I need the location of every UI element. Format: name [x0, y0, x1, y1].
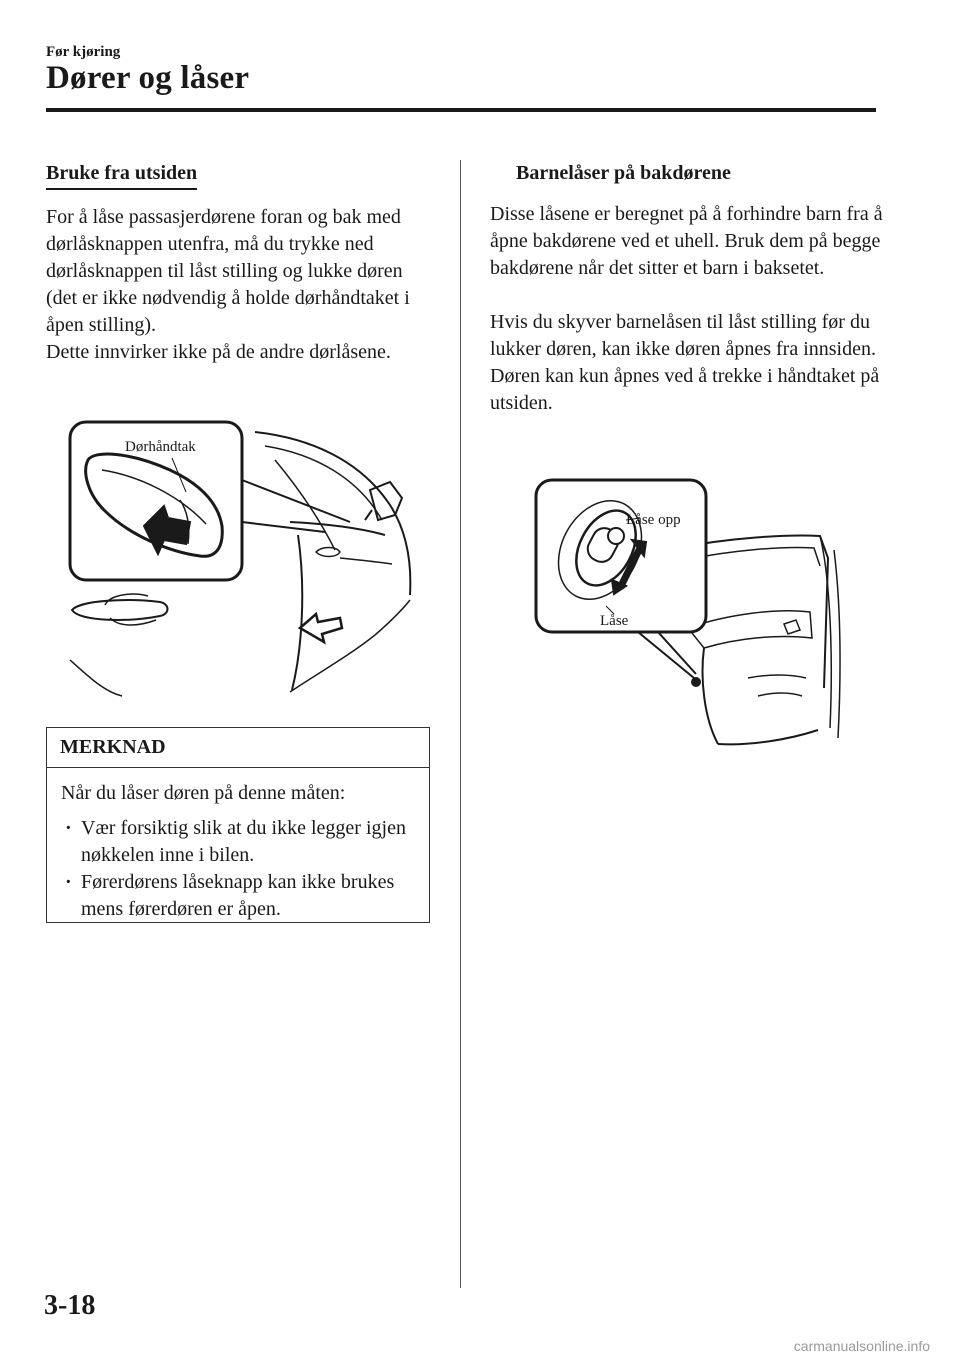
child-lock-illustration	[528, 478, 848, 758]
door-handle-illustration	[60, 410, 420, 705]
note-bullet-list	[61, 815, 419, 923]
child-lock-text-2: Hvis du skyver barnelåsen til låst stilling før du lukker døren, kan ikke døren åpnes fra innsiden. Døren kan kun åpnes ved å trekke i håndtaket på utsiden.	[490, 311, 880, 414]
column-divider	[460, 160, 461, 1288]
outside-operation-text-2: Dette innvirker ikke på de andre dørlåsene.	[46, 341, 391, 363]
note-bullet: · Vær forsiktig slik at du ikke legger igjen nøkkelen inne i bilen.	[61, 815, 419, 869]
left-column	[46, 162, 436, 366]
note-box	[46, 727, 430, 923]
note-title: MERKNAD	[47, 728, 429, 768]
note-bullet: · Førerdørens låseknapp kan ikke brukes mens førerdøren er åpen.	[61, 869, 419, 923]
page-number: 3-18	[44, 1290, 96, 1321]
child-lock-text-1: Disse låsene er beregnet på å forhindre barn fra å åpne bakdørene ved et uhell. Bruk dem på begge bakdørene når det sitter et barn i baksetet.	[490, 203, 883, 279]
outside-operation-text: For å låse passasjerdørene foran og bak med dørlåsknappen utenfra, må du trykke ned dørlåsknappen til låst stilling og lukke døren (det er ikke nødvendig å holde dørhåndtaket i åpen stilling).	[46, 206, 410, 336]
child-lock-heading: Barnelåser på bakdørene	[516, 162, 731, 184]
chapter-title: Dører og låser	[46, 60, 250, 96]
watermark: carmanualsonline.info	[793, 1338, 930, 1354]
lock-label: Låse	[600, 613, 629, 629]
door-handle-label: Dørhåndtak	[125, 439, 196, 455]
right-column	[490, 162, 890, 417]
note-intro: Når du låser døren på denne måten:	[61, 782, 346, 804]
header-rule	[46, 108, 876, 112]
section-label: Før kjøring	[46, 44, 121, 60]
unlock-label: Låse opp	[626, 512, 681, 528]
outside-operation-heading: Bruke fra utsiden	[46, 162, 197, 190]
